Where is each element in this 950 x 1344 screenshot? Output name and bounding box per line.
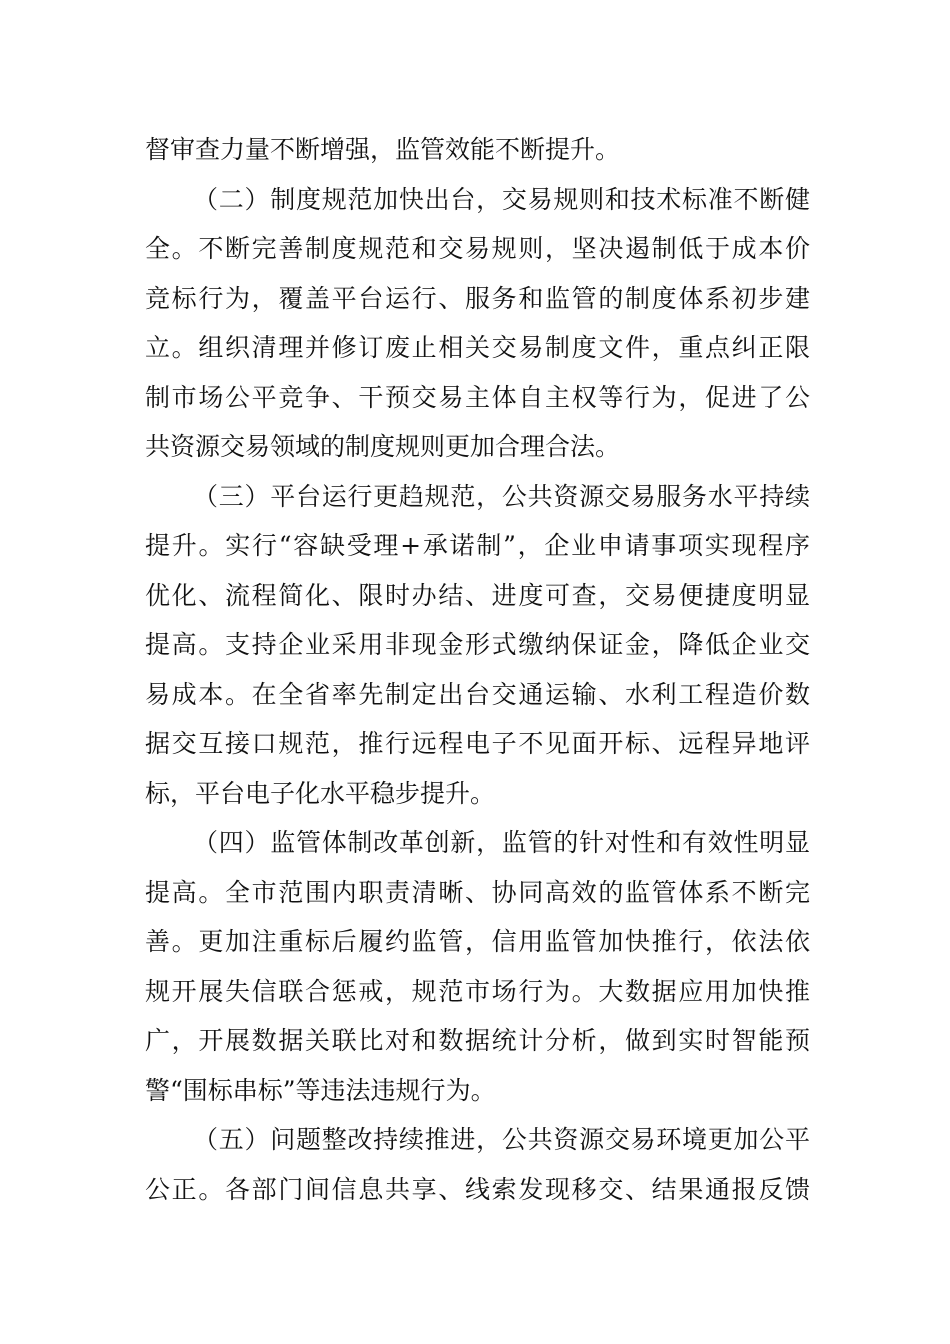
text-line: 提升。实行“容缺受理+承诺制”，企业申请事项实现程序 [145,531,810,560]
text-line: 警“围标串标”等违法违规行为。 [145,1076,496,1105]
text-line: 制市场公平竞争、干预交易主体自主权等行为，促进了公 [145,383,810,412]
text-line: 标，平台电子化水平稳步提升。 [145,779,496,808]
text-line: 督审查力量不断增强，监管效能不断提升。 [145,135,621,164]
text-line: 据交互接口规范，推行远程电子不见面开标、远程异地评 [145,729,810,758]
text-line: 提高。全市范围内职责清晰、协同高效的监管体系不断完 [145,878,810,907]
text-line: （三）平台运行更趋规范，公共资源交易服务水平持续 [193,482,810,511]
text-line: 竞标行为，覆盖平台运行、服务和监管的制度体系初步建 [145,284,810,313]
text-line: 共资源交易领域的制度规则更加合理合法。 [145,432,621,461]
text-line: 立。组织清理并修订废止相关交易制度文件，重点纠正限 [145,333,810,362]
text-line: （四）监管体制改革创新，监管的针对性和有效性明显 [193,828,810,857]
text-line: （五）问题整改持续推进，公共资源交易环境更加公平 [193,1125,810,1154]
text-line: 提高。支持企业采用非现金形式缴纳保证金，降低企业交 [145,630,810,659]
text-line: 规开展失信联合惩戒，规范市场行为。大数据应用加快推 [145,977,810,1006]
text-line: 善。更加注重标后履约监管，信用监管加快推行，依法依 [145,927,810,956]
text-line: 优化、流程简化、限时办结、进度可查，交易便捷度明显 [145,581,810,610]
text-line: （二）制度规范加快出台，交易规则和技术标准不断健 [193,185,810,214]
text-line: 广，开展数据关联比对和数据统计分析，做到实时智能预 [145,1026,810,1055]
text-line: 全。不断完善制度规范和交易规则，坚决遏制低于成本价 [145,234,810,263]
text-line: 公正。各部门间信息共享、线索发现移交、结果通报反馈 [145,1175,810,1204]
text-line: 易成本。在全省率先制定出台交通运输、水利工程造价数 [145,680,810,709]
